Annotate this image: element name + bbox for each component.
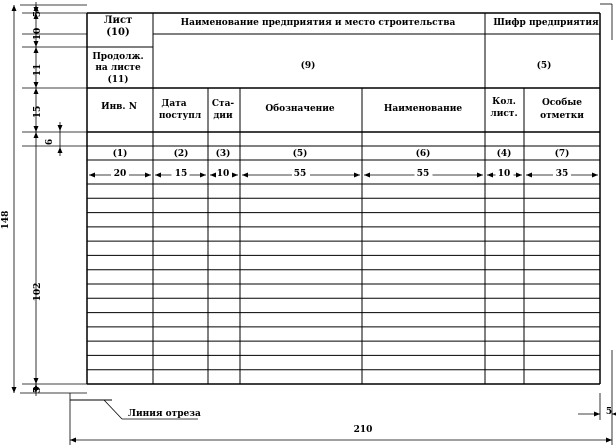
col-header-notes: Особые xyxy=(541,98,583,108)
dim-arrow-icon xyxy=(145,173,151,178)
cipher-label: Шифр предприятия xyxy=(493,18,599,28)
col-code-stage: (3) xyxy=(215,149,231,159)
dim-arrow-icon xyxy=(34,378,39,384)
dim-arrow-icon xyxy=(526,173,532,178)
cut-line-label: Линия отреза xyxy=(128,409,201,419)
dim-arrow-icon xyxy=(155,173,161,178)
col-header-stage: Ста- xyxy=(211,99,235,109)
col-header-designation: Обозначение xyxy=(265,104,335,114)
col-width-designation: 55 xyxy=(293,169,307,179)
col-width-name: 55 xyxy=(416,169,430,179)
dim-arrow-icon xyxy=(34,88,39,94)
table-grid xyxy=(87,13,600,384)
col-header-inv: Инв. N xyxy=(101,102,137,112)
dim-arrow-icon xyxy=(232,173,238,178)
dim-arrow-icon xyxy=(89,173,95,178)
continued-label-2: на листе xyxy=(95,63,141,73)
cipher-code: (5) xyxy=(536,61,552,71)
dim-arrow-icon xyxy=(12,5,17,11)
dim-arrow-icon xyxy=(487,173,493,178)
dim-right-5: 5 xyxy=(605,407,613,417)
col-code-inv: (1) xyxy=(112,149,128,159)
col-code-name: (6) xyxy=(415,149,431,159)
col-code-qty: (4) xyxy=(496,149,512,159)
dim-arrow-icon xyxy=(364,173,370,178)
dim-arrow-icon xyxy=(12,387,17,393)
col-header-qty-2: лист. xyxy=(490,109,518,119)
dim-bottom-5: 5 xyxy=(33,386,43,394)
col-width-qty: 10 xyxy=(497,169,511,179)
col-code-date: (2) xyxy=(173,149,189,159)
dim-total-148: 148 xyxy=(1,210,11,230)
dim-arrow-icon xyxy=(200,173,206,178)
col-header-name: Наименование xyxy=(383,104,463,114)
dim-arrow-icon xyxy=(34,47,39,53)
dim-arrow-icon xyxy=(242,173,248,178)
dim-columns-15: 15 xyxy=(33,105,43,119)
enterprise-label: Наименование предприятия и место строительства xyxy=(180,18,456,28)
sheet-code: (10) xyxy=(106,27,130,38)
dim-arrow-icon xyxy=(606,438,612,443)
dim-arrow-icon xyxy=(477,173,483,178)
dim-arrow-icon xyxy=(70,438,76,443)
dim-arrow-icon xyxy=(34,126,39,132)
dim-arrow-icon xyxy=(354,173,360,178)
continued-code: (11) xyxy=(107,75,129,85)
col-code-notes: (7) xyxy=(554,149,570,159)
col-width-stage: 10 xyxy=(216,169,230,179)
dim-code-6: 6 xyxy=(45,138,55,146)
cut-line-leader xyxy=(104,400,122,419)
dim-body-102: 102 xyxy=(33,282,43,302)
col-header-notes-2: отметки xyxy=(540,111,584,121)
enterprise-code: (9) xyxy=(300,61,316,71)
col-header-date: Дата xyxy=(161,99,187,109)
col-width-date: 15 xyxy=(174,169,188,179)
dim-arrow-icon xyxy=(612,412,616,417)
col-width-notes: 35 xyxy=(555,169,569,179)
dim-arrow-icon xyxy=(210,173,216,178)
sheet-label: Лист xyxy=(103,15,133,26)
dim-total-width: 210 xyxy=(353,425,373,435)
col-header-stage-2: дии xyxy=(213,111,233,121)
col-header-date-2: поступл xyxy=(158,111,202,121)
col-width-inv: 20 xyxy=(113,169,127,179)
dim-continued-11: 11 xyxy=(33,63,43,77)
col-code-designation: (5) xyxy=(292,149,308,159)
continued-label: Продолж. xyxy=(92,52,144,62)
dim-arrow-icon xyxy=(34,82,39,88)
dim-arrow-icon xyxy=(34,41,39,47)
dim-header-10: 10 xyxy=(33,27,43,41)
dim-top-5: 5 xyxy=(33,10,43,18)
dim-arrow-icon xyxy=(594,412,600,417)
dim-arrow-icon xyxy=(34,132,39,138)
col-header-qty: Кол. xyxy=(492,97,516,107)
dim-arrow-icon xyxy=(592,173,598,178)
dim-arrow-icon xyxy=(516,173,522,178)
